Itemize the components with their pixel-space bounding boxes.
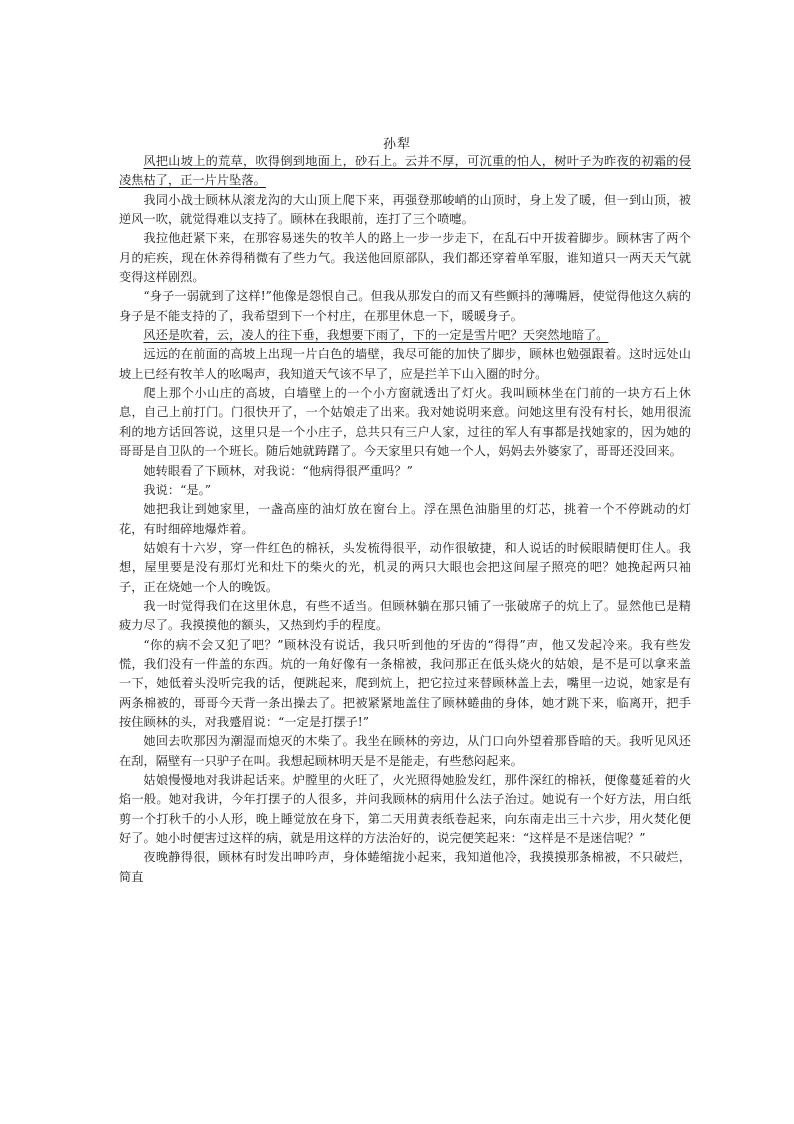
paragraph: 远远的在前面的高坡上出现一片白色的墙壁，我尽可能的加快了脚步，顾林也勉强跟着。这时远处山坡上已经有牧羊人的吆喝声，我知道天气该不早了，应是拦羊下山入圈的时分。 [119,347,691,381]
paragraph: 我同小战士顾林从滚龙沟的大山顶上爬下来，再强登那峻峭的山顶时，身上发了暖，但一到山顶，被逆风一吹，就觉得难以支持了。顾林在我眼前，连打了三个喷嚏。 [119,192,691,227]
paragraph: 我拉他赶紧下来，在那容易迷失的牧羊人的路上一步一步走下，在乱石中开拔着脚步。顾林害了两个月的疟疾，现在休养得稍微有了些力气。我送他回原部队，我们都还穿着单军服，谁知道只一两天天气就变得这样剧烈。 [119,231,691,285]
paragraph: 夜晚静得很，顾林有时发出呻吟声，身体蜷缩拢小起来，我知道他冷，我摸摸那条棉被，不只破烂，简直 [119,850,691,884]
paragraph: 她回去吹那因为潮湿而熄灭的木柴了。我坐在顾林的旁边，从门口向外望着那昏暗的天。我听见风还在刮，隔壁有一只驴子在叫。我想起顾林明天是不是能走，有些愁闷起来。 [119,734,691,768]
underlined-text: 风把山坡上的荒草，吹得倒到地面上，砂石上。云并不厚，可沉重的怕人，树叶子为昨夜的初霜的侵凌焦枯了，正一片片坠落。 [119,154,691,188]
paragraph: 我一时觉得我们在这里休息，有些不适当。但顾林躺在那只铺了一张破席子的炕上了。显然他已是精疲力尽了。我摸摸他的额头，又热到灼手的程度。 [119,598,691,633]
paragraph: 她转眼看了下顾林，对我说：“他病得很严重吗？” [143,463,413,478]
article-body [119,152,691,887]
paragraph: 爬上那个小山庄的高坡，白墙壁上的一个小方窗就透出了灯火。我叫顾林坐在门前的一块方石上休息，自己上前打门。门很快开了，一个姑娘走了出来。我对她说明来意。问她这里有没有村长，她用很流利的地方话回答说，这里只是一个小庄子，总共只有三户人家，过往的军人有事都是找她家的，因为她的哥哥是自卫队的一个班长。随后她就踌躇了。今天家里只有她一个人，妈妈去外婆家了，哥哥还没回来。 [119,386,691,459]
paragraph [119,152,691,191]
paragraph: “你的病不会又犯了吧？”顾林没有说话，我只听到他的牙齿的“得得”声，他又发起冷来。我有些发慌，我们没有一件盖的东西。炕的一角好像有一条棉被，我问那正在低头烧火的姑娘，是不是可以拿来盖一下，她低着头没听完我的话，便跳起来，爬到炕上，把它拉过来替顾林盖上去，嘴里一边说，她家是有两条棉被的，哥哥今天背一条出操去了。把被紧紧地盖住了顾林蜷曲的身体，她才跳下来，临离开，把手按住顾林的头，对我蹙眉说：“一定是打摆子!” [119,637,691,729]
paragraph: 姑娘慢慢地对我讲起话来。炉膛里的火旺了，火光照得她脸发红，那件深红的棉袄，便像蔓延着的火焰一般。她对我讲，今年打摆子的人很多，并问我顾林的病用什么法子治过。她说有一个好方法，用白纸剪一个打秋千的小人形，晚上睡觉放在身下，第二天用黄表纸卷起来，向东南走出三十六步，用火焚化便好了。她小时便害过这样的病，就是用这样的方法治好的，说完便笑起来：“这样是不是迷信呢？” [119,773,691,846]
paragraph: 姑娘有十六岁，穿一件红色的棉袄，头发梳得很平，动作很敏捷，和人说话的时候眼睛便盯住人。我想，屋里要是没有那灯光和灶下的柴火的光，机灵的两只大眼也会把这间屋子照亮的吧？她挽起两只袖子，正在烧她一个人的晚饭。 [119,540,691,594]
paragraph: 我说：“是。” [143,482,212,497]
author-name: 孙犁 [382,137,411,152]
paragraph: 她把我让到她家里，一盏高座的油灯放在窗台上。浮在黑色油脂里的灯芯，挑着一个不停跳动的灯花，有时细碎地爆炸着。 [119,502,691,536]
paragraph [119,326,691,345]
paragraph: “身子一弱就到了这样!”他像是怨恨自己。但我从那发白的而又有些颤抖的薄嘴唇，使觉得他这久病的身子是不能支持的了，我希望到下一个村庄，在那里休息一下，暖暖身子。 [119,289,691,323]
underlined-text: 风还是吹着，云，凌人的往下垂，我想要下雨了，下的一定是雪片吧？天突然地暗了。 [143,328,609,343]
